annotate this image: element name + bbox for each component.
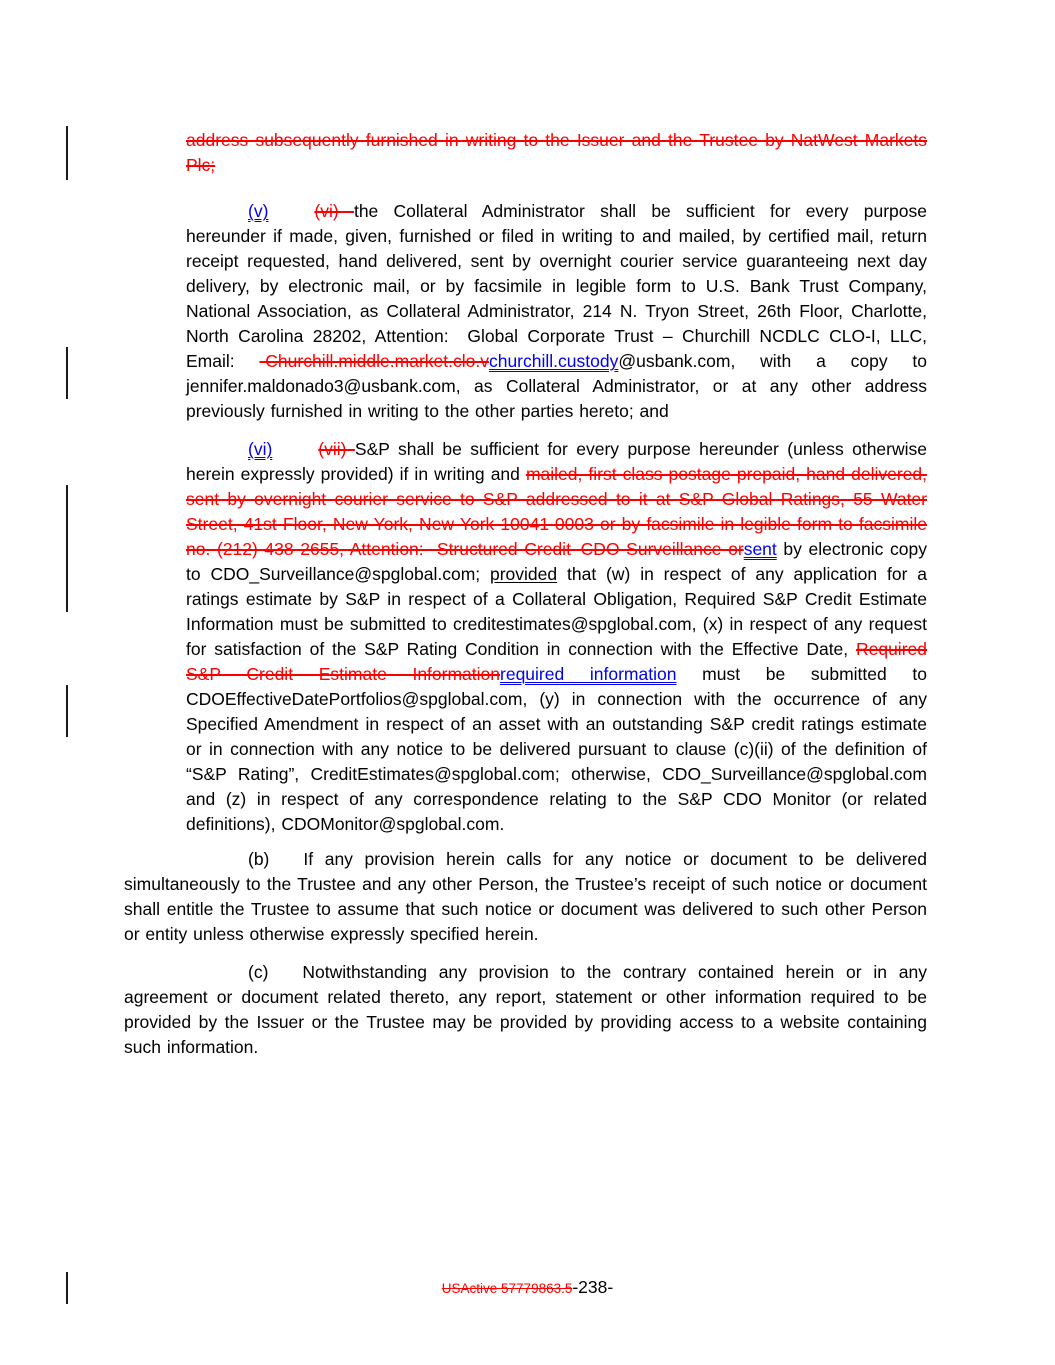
- tab-space: [269, 847, 303, 872]
- text-run: the Collateral Administrator shall be sufficient for every purpose hereunder if made, given, furnished or filed in writing to and mailed, by certified mail, return receipt requested, hand delivered, sent by overnight courier service guaranteeing next day delivery, by electronic mail, or by facsimile in legible form to U.S. Bank Trust Company, National Association, as Collateral Administrator, 214 N. Tryon Street, 26th Floor, Charlotte, North Carolina 28202, Attention: Global Corporate Trust – Churchill NCDLC CLO-I, LLC, Email:: [186, 201, 927, 371]
- tab-space: [268, 960, 302, 985]
- deleted-text: -Churchill.middle.market.clo.v: [259, 351, 489, 371]
- clause-v-collateral-administrator-notices: [186, 199, 927, 424]
- clause-b-simultaneous-delivery: [124, 847, 927, 947]
- inserted-text: (v): [248, 201, 269, 221]
- inserted-text: sent: [743, 539, 777, 559]
- text-run: S&P shall be sufficient for every purpose hereunder (unless otherwise herein expressly provided) if in writing and: [186, 439, 927, 484]
- revision-change-bar: [66, 126, 68, 180]
- revision-change-bar: [66, 485, 68, 612]
- inserted-text: required information: [500, 664, 677, 684]
- inserted-text: (vi): [248, 439, 273, 459]
- revision-change-bar: [66, 347, 68, 399]
- revision-change-bar: [66, 685, 68, 737]
- deleted-text: Required S&P Credit Estimate Information: [186, 639, 927, 684]
- text-run: If any provision herein calls for any notice or document to be delivered simultaneously to the Trustee and any other Person, the Trustee’s receipt of such notice or document shall entitle the Trustee to assume that such notice or document was delivered to such other Person or entity unless otherwise expressly specified herein.: [124, 849, 927, 944]
- text-run: Notwithstanding any provision to the contrary contained herein or in any agreement or document related thereto, any report, statement or other information required to be provided by the Issuer or the Trustee may be provided by providing access to a website containing such information.: [124, 962, 927, 1057]
- text-run: must be submitted to CDOEffectiveDatePortfolios@spglobal.com, (y) in connection with the occurrence of any Specified Amendment in respect of an asset with an outstanding S&P credit ratings estimate or in connection with any notice to be delivered pursuant to clause (c)(ii) of the definition of “S&P Rating”, CreditEstimates@spglobal.com; otherwise, CDO_Surveillance@spglobal.com and (z) in respect of any correspondence relating to the S&P CDO Monitor (or related definitions), CDOMonitor@spglobal.com.: [186, 664, 927, 834]
- underlined-text: provided: [490, 564, 558, 584]
- deleted-text: (vi): [314, 201, 354, 221]
- text-run: that (w) in respect of any application for a ratings estimate by S&P in respect of a Collateral Obligation, Required S&P Credit Estimate Information must be submitted to creditestimates@spglobal.com, (x) in respect of any request for satisfaction of the S&P Rating Condition in connection with the Effective Date,: [186, 564, 927, 659]
- text-run: @usbank.com, with a copy to jennifer.maldonado3@usbank.com, as Collateral Administrator, or at any other address previously furnished in writing to the other parties hereto; and: [186, 351, 928, 421]
- deleted-text: address subsequently furnished in writing to the Issuer and the Trustee by NatWest Markets Plc;: [186, 130, 927, 175]
- page-number: -238-: [572, 1277, 614, 1297]
- tab-space: [272, 437, 318, 462]
- text-run: (b): [248, 849, 270, 869]
- deleted-text: (vii): [318, 439, 355, 459]
- tab-space: [268, 199, 314, 224]
- deleted-text: mailed, first class postage prepaid, hand delivered, sent by overnight courier service to S&P addressed to it at S&P Global Ratings, 55 Water Street, 41st Floor, New York, New York 10041-0003 or by facsimile in legible form to facsimile no. (212) 438 2655, Attention: Structured Credit–CDO Surveillance or: [186, 464, 927, 559]
- clause-c-website-access: [124, 960, 927, 1060]
- clause-vi-sp-notices: [186, 437, 927, 837]
- text-run: by electronic copy to CDO_Surveillance@spglobal.com;: [186, 539, 928, 584]
- deleted-natwest-address-clause: [186, 128, 927, 178]
- inserted-text: churchill.custody: [488, 351, 619, 371]
- document-control-number: USActive 57779863.5: [441, 1281, 573, 1296]
- page-footer: [0, 1277, 1055, 1298]
- text-run: (c): [248, 962, 269, 982]
